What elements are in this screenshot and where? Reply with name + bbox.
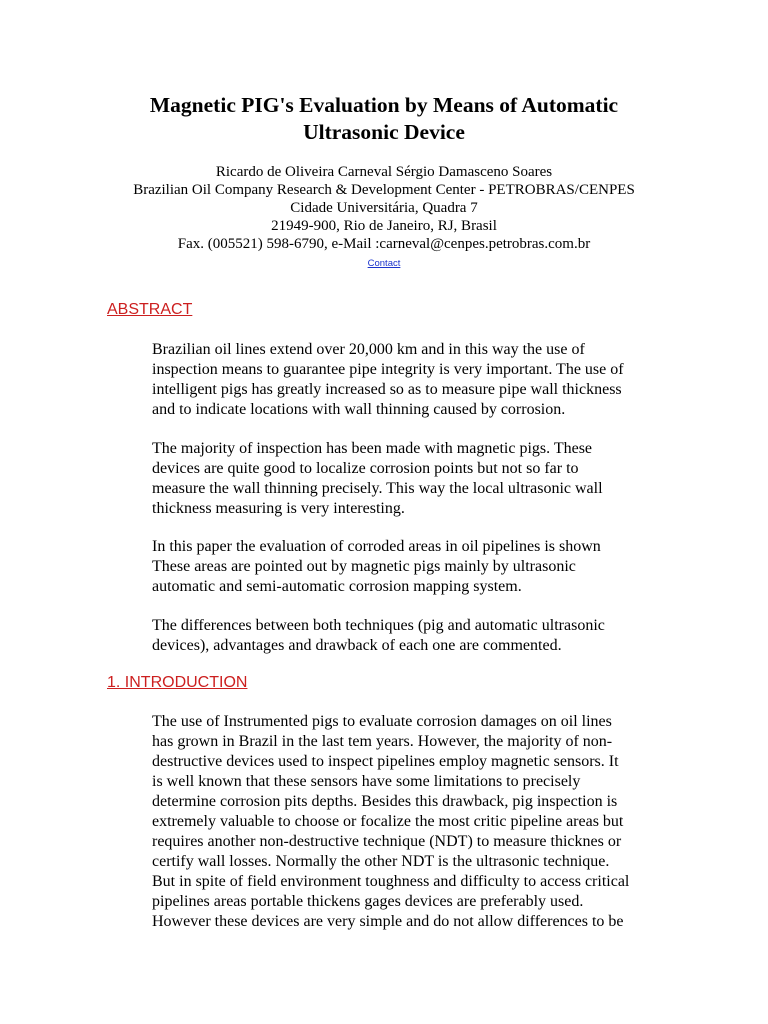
- text-line: measure the wall thinning precisely. This way the local ultrasonic wall: [152, 480, 603, 497]
- text-line: certify wall losses. Normally the other NDT is the ultrasonic technique.: [152, 853, 610, 870]
- text-line: inspection means to guarantee pipe integrity is very important. The use of: [152, 361, 624, 378]
- abstract-paragraph: [152, 340, 672, 420]
- text-line: thickness measuring is very interesting.: [152, 500, 405, 517]
- abstract-paragraph: [152, 616, 672, 656]
- text-line: pipelines areas portable thickens gages devices are preferably used.: [152, 893, 584, 910]
- introduction-heading: 1. INTRODUCTION: [107, 674, 248, 691]
- abstract-paragraph: [152, 537, 672, 597]
- text-line: The differences between both techniques (pig and automatic ultrasonic: [152, 617, 605, 634]
- text-line: But in spite of field environment toughness and difficulty to access critical: [152, 873, 630, 890]
- contact-line: Fax. (005521) 598-6790, e-Mail :carneval@cenpes.petrobras.com.br: [177, 236, 591, 252]
- text-line: intelligent pigs has greatly increased so as to measure pipe wall thickness: [152, 381, 622, 398]
- text-line: The use of Instrumented pigs to evaluate corrosion damages on oil lines: [152, 713, 612, 730]
- contact-link[interactable]: Contact: [367, 258, 401, 269]
- affiliation-line: Cidade Universitária, Quadra 7: [290, 200, 478, 216]
- text-line: has grown in Brazil in the last tem years. However, the majority of non-: [152, 733, 613, 750]
- abstract-paragraph: [152, 439, 672, 519]
- introduction-paragraph: [152, 712, 672, 932]
- text-line: These areas are pointed out by magnetic pigs mainly by ultrasonic: [152, 558, 576, 575]
- author-info: [0, 163, 768, 271]
- title-line: Magnetic PIG's Evaluation by Means of Automatic: [149, 93, 619, 117]
- text-line: The majority of inspection has been made with magnetic pigs. These: [152, 440, 593, 457]
- text-line: devices), advantages and drawback of each one are commented.: [152, 637, 562, 654]
- text-line: is well known that these sensors have some limitations to precisely: [152, 773, 581, 790]
- text-line: and to indicate locations with wall thinning caused by corrosion.: [152, 401, 566, 418]
- title-line: Ultrasonic Device: [303, 120, 465, 144]
- text-line: determine corrosion pits depths. Besides this drawback, pig inspection is: [152, 793, 618, 810]
- text-line: automatic and semi-automatic corrosion mapping system.: [152, 578, 522, 595]
- text-line: In this paper the evaluation of corroded areas in oil pipelines is shown: [152, 538, 601, 555]
- affiliation-line: 21949-900, Rio de Janeiro, RJ, Brasil: [271, 218, 497, 234]
- page-title: [0, 92, 768, 146]
- text-line: However these devices are very simple and do not allow differences to be: [152, 913, 624, 930]
- text-line: destructive devices used to inspect pipelines employ magnetic sensors. It: [152, 753, 619, 770]
- authors: Ricardo de Oliveira Carneval Sérgio Damasceno Soares: [215, 164, 553, 180]
- text-line: devices are quite good to localize corrosion points but not so far to: [152, 460, 579, 477]
- affiliation-line: Brazilian Oil Company Research & Development Center - PETROBRAS/CENPES: [133, 182, 635, 198]
- text-line: extremely valuable to choose or focalize the most critic pipeline areas but: [152, 813, 624, 830]
- text-line: Brazilian oil lines extend over 20,000 km and in this way the use of: [152, 341, 585, 358]
- abstract-heading: ABSTRACT: [107, 301, 193, 318]
- text-line: requires another non-destructive technique (NDT) to measure thicknes or: [152, 833, 622, 850]
